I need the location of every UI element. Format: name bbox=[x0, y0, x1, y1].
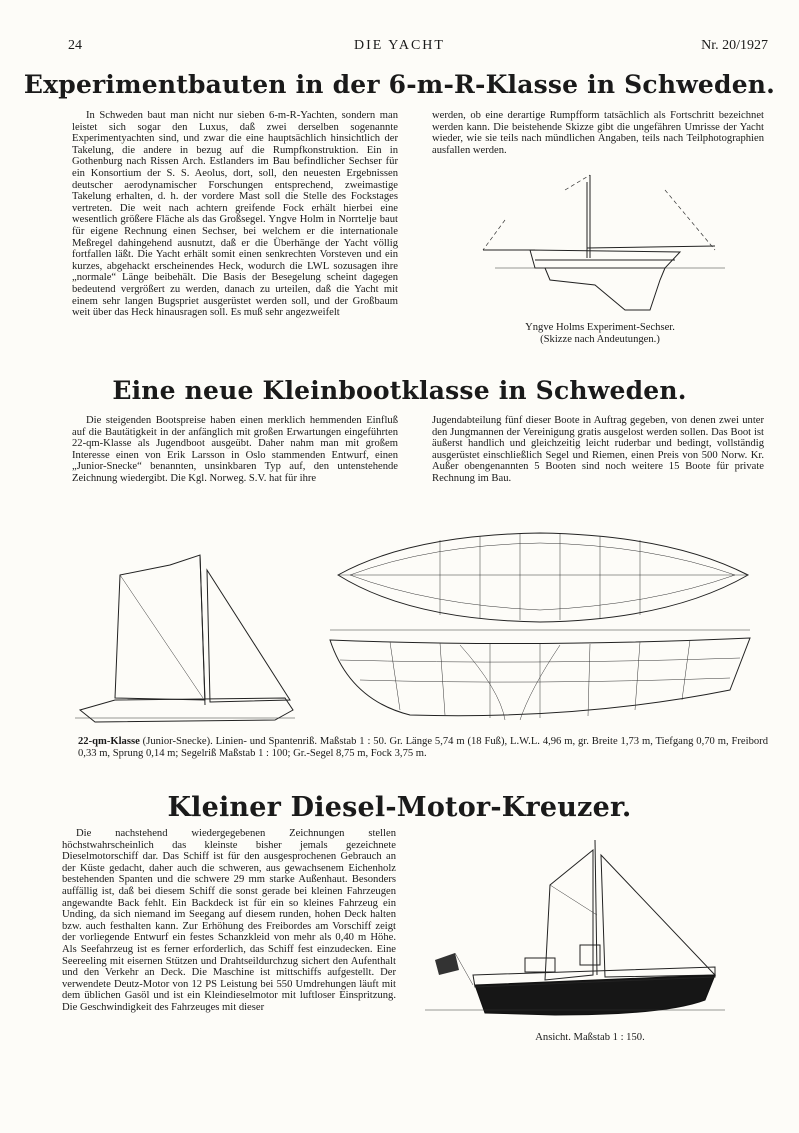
page-number: 24 bbox=[68, 38, 82, 53]
section2-column-left bbox=[72, 415, 398, 485]
diesel-cruiser-elevation bbox=[425, 835, 725, 1025]
section1-column-right bbox=[432, 110, 764, 156]
section1-caption bbox=[470, 322, 730, 346]
section2-left-text: Die steigenden Bootspreise haben einen merklich hemmenden Einfluß auf die Bautätigkeit in der anfänglich mit großen Erwartungen eingeführten 22-qm-Klasse als Jugendboot ausgeübt. Daher nahm man mit großem Interesse einen von Erik Larsson in Oslo stammenden Entwurf, einen „Junior-Snecke“ benannten, unsinkbaren Typ auf, den untenstehende Zeichnung wiedergibt. Die Kgl. Norweg. S.V. hat für ihre bbox=[72, 415, 398, 484]
section3-title: Kleiner Diesel-Motor-Kreuzer. bbox=[167, 792, 632, 823]
junior-snecke-lines-plan bbox=[330, 530, 755, 730]
section3-caption: Ansicht. Maßstab 1 : 150. bbox=[535, 1032, 645, 1043]
section2-caption bbox=[78, 736, 768, 759]
junior-snecke-sail-plan bbox=[75, 550, 300, 730]
section1-left-text: In Schweden baut man nicht nur sieben 6-m-R-Yachten, sondern man leistet sich sogar den Luxus, daß zwei derselben sogenannte Experimentyachten sind, und zwar die eine hauptsächlich hinsichtlich der Takelung, die andere in bezug auf die Rumpfkonstruktion. Ein in Gothenburg nach Rissen Arch. Estlanders im Bau befindlicher Sechser für ein Konsortium der S. S. Aeolus, dort, soll, den neuesten Ergebnissen deutscher aerodynamischer Forschungen entsprechend, zweimastige Takelung erhalten, d. h. der vordere Mast soll die Stelle des Fockstages vertreten. Die weit nach achtern greifende Fock erhält hierbei eine wesentlich größere Fläche als das Großsegel. Yngve Holm in Norrtelje baut für eigene Rechnung einen Sechser, bei welchem er die internationale Meßregel dahingehend ausnutzt, daß er die Überhänge der Yacht völlig fortfallen läßt. Die Yacht erhält somit einen senkrechten Vorsteven und ein kurzes, abgehackt erscheinendes Heck, wodurch die LWL sozusagen ihre „normale“ Länge beibehält. Die Basis der Besegelung scheint dagegen bedeutend vergrößert zu werden, danach zu urteilen, daß die Yacht mit einem sehr langen Bugspriet ausgerüstet werden soll, und der Großbaum weit über das Heck hinausragen soll. Es muß sehr angezweifelt bbox=[72, 110, 398, 319]
experiment-sechser-sketch bbox=[475, 170, 735, 325]
section3-column-left bbox=[62, 828, 396, 1014]
section2-right-text: Jugendabteilung fünf dieser Boote in Auftrag gegeben, von denen zwei unter den Jungmannen der Vereinigung gratis ausgelost werden sollen. Das Boot ist äußerst handlich und gleichzeitig leicht ruderbar und bedingt, vollständig ausgerüstet einschließlich Segel und Riemen, einen Preis von 500 Norw. Kr. Außer obengenannten 5 Booten sind noch weitere 15 Boote für private Rechnung im Bau. bbox=[432, 415, 764, 484]
section2-caption-text: (Junior-Snecke). Linien- und Spantenriß. Maßstab 1 : 50. Gr. Länge 5,74 m (18 Fuß), L.W.L. 4,96 m, gr. Breite 1,73 m, Tiefgang 0,70 m, Freibord 0,33 m, Sprung 0,14 m; Segelriß Maßstab 1 : 100; Gr.-Segel 8,75 m, Fock 3,75 m. bbox=[78, 736, 768, 759]
section1-caption-line1: Yngve Holms Experiment-Sechser. bbox=[525, 322, 675, 333]
section1-right-text: werden, ob eine derartige Rumpfform tatsächlich als Fortschritt bezeichnet werden kann. Die beistehende Skizze gibt die ungefähren Umrisse der Yacht wieder, wie sie teils nach mündlichen Angaben, teils nach Teilphotographien ausfallen werden. bbox=[432, 110, 764, 156]
journal-title: DIE YACHT bbox=[354, 38, 445, 53]
section1-column-left bbox=[72, 110, 398, 319]
section2-caption-bold: 22-qm-Klasse bbox=[78, 736, 140, 747]
section3-left-text: Die nachstehend wiedergegebenen Zeichnungen stellen höchstwahrscheinlich das kleinste bisher jemals gezeichnete Dieselmotorschiff dar. Das Schiff ist für den ausgesprochenen Gebrauch an der Küste gedacht, daher auch die schweren, aus gewachsenem Eichenholz bestehenden Spanten und die schwere 29 mm starke Außenhaut. Besonders auffällig ist, daß bei diesem Schiff die sonst gerade bei kleinen Fahrzeugen angewandte Back fehlt. Ein Backdeck ist für ein so kleines Fahrzeug ein Unding, da sich niemand im Seegang auf diesem runden, hohen Deck halten bzw. auch festhalten kann. Zur Erhöhung des Freibordes am Vorschiff zeigt der vorliegende Entwurf ein festes Schanzkleid von mehr als 0,40 m Höhe. Als Seefahrzeug ist es ferner erforderlich, das Schiff fest einzudecken. Eine Seereeling mit eisernen Stützen und Drahtseildurchzug sichert den Aufenthalt und den Verkehr an Deck. Die Maschine ist mittschiffs aufgestellt. Der verwendete Deutz-Motor von 12 PS Leistung bei 550 Umdrehungen läuft mit dem üblichen Gasöl und ist ein Kleindieselmotor mit luftloser Einspritzung. Die Geschwindigkeit des Fahrzeuges mit dieser bbox=[62, 828, 396, 1013]
issue-number: Nr. 20/1927 bbox=[701, 38, 768, 53]
section2-column-right bbox=[432, 415, 764, 485]
section1-title: Experimentbauten in der 6-m-R-Klasse in Schweden. bbox=[23, 70, 776, 99]
section1-caption-line2: (Skizze nach Andeutungen.) bbox=[540, 334, 660, 345]
section2-title: Eine neue Kleinbootklasse in Schweden. bbox=[112, 376, 687, 405]
